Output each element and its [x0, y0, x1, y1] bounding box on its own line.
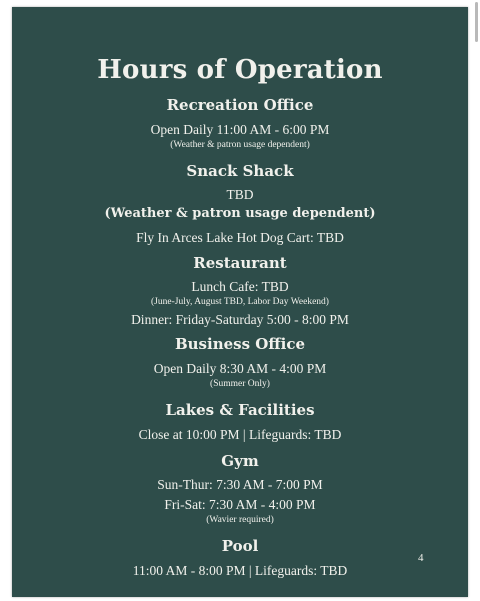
restaurant-dinner: Dinner: Friday-Saturday 5:00 - 8:00 PM	[131, 312, 349, 327]
page-title: Hours of Operation	[97, 55, 383, 85]
pool-heading: Pool	[221, 537, 259, 555]
snack-shack-hours: TBD	[226, 187, 254, 202]
gym-note: (Wavier required)	[206, 515, 274, 525]
restaurant-note: (June-July, August TBD, Labor Day Weekend)	[151, 297, 329, 307]
snack-shack-heading: Snack Shack	[186, 162, 294, 180]
business-office-note: (Summer Only)	[210, 379, 270, 389]
lakes-facilities-heading: Lakes & Facilities	[165, 401, 315, 419]
recreation-office-heading: Recreation Office	[166, 96, 314, 114]
pool-hours: 11:00 AM - 8:00 PM | Lifeguards: TBD	[132, 563, 348, 578]
lakes-facilities-hours: Close at 10:00 PM | Lifeguards: TBD	[138, 427, 342, 442]
gym-hours-fri-sat: Fri-Sat: 7:30 AM - 4:00 PM	[164, 497, 316, 512]
recreation-office-note: (Weather & patron usage dependent)	[170, 140, 310, 150]
restaurant-heading: Restaurant	[193, 254, 287, 272]
restaurant-lunch: Lunch Cafe: TBD	[191, 279, 289, 294]
gym-hours-sun-thur: Sun-Thur: 7:30 AM - 7:00 PM	[157, 477, 323, 492]
document-page	[12, 7, 468, 597]
page-number: 4	[418, 552, 424, 564]
recreation-office-hours: Open Daily 11:00 AM - 6:00 PM	[150, 122, 330, 137]
snack-shack-note: (Weather & patron usage dependent)	[104, 206, 376, 221]
business-office-heading: Business Office	[174, 335, 306, 353]
hot-dog-cart-hours: Fly In Arces Lake Hot Dog Cart: TBD	[136, 230, 344, 245]
business-office-hours: Open Daily 8:30 AM - 4:00 PM	[153, 361, 327, 376]
gym-heading: Gym	[221, 452, 259, 470]
scrollbar[interactable]	[475, 2, 478, 42]
